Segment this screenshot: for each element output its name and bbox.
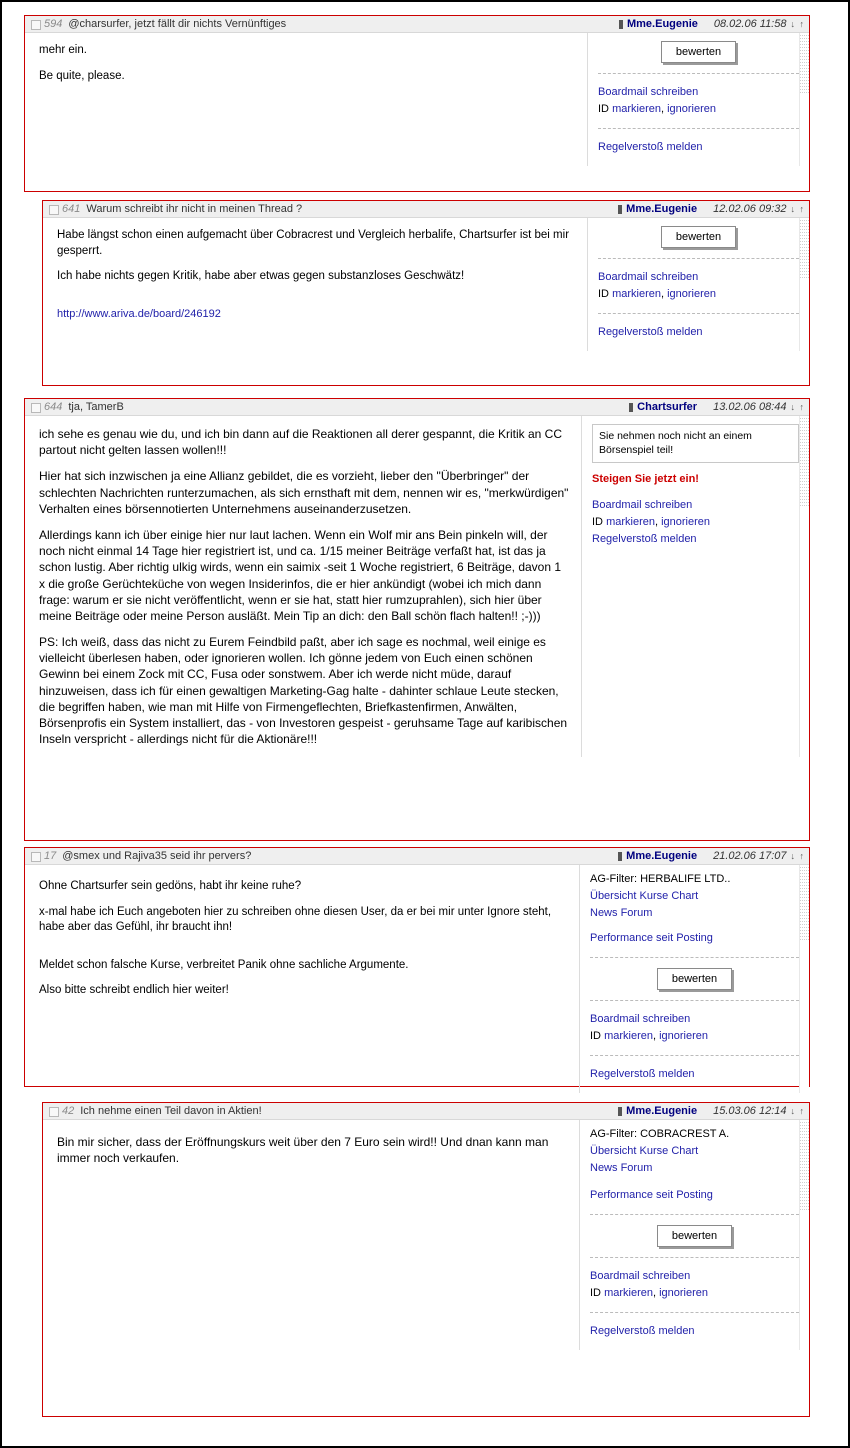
- ignore-link[interactable]: ignorieren: [661, 516, 711, 529]
- divider: [598, 73, 799, 74]
- post-paragraph: Hier hat sich inzwischen ja eine Allianz gebildet, die es vorzieht, lieber den "Überbringer" der schlechten Nachrichten runterzumachen, als sich ernsthaft mit dem, nennen wir es, "merkwürdigen" Verhalten eines börsennotierten Unternehmens auseinanderzusetzen.: [39, 469, 569, 516]
- post-header-left: [47, 1105, 618, 1117]
- chart-link[interactable]: Chart: [671, 1144, 699, 1157]
- quicklinks-row-1: [590, 1143, 799, 1160]
- promo-box: [592, 424, 799, 463]
- post-text: [25, 33, 587, 166]
- post-number: 644: [44, 401, 63, 413]
- ignore-link[interactable]: ignorieren: [659, 1286, 709, 1299]
- id-separator: ,: [660, 288, 668, 301]
- post-number: 641: [62, 203, 81, 215]
- post-header-right: [618, 203, 805, 215]
- post-header-left: [29, 850, 618, 862]
- id-label: ID: [598, 288, 609, 301]
- divider: [598, 128, 799, 129]
- id-separator: ,: [654, 516, 662, 529]
- report-link[interactable]: Regelverstoß melden: [590, 1067, 695, 1080]
- mark-link[interactable]: markieren: [606, 516, 655, 529]
- id-label: ID: [598, 103, 609, 116]
- post-icon: [29, 19, 41, 30]
- post-header-right: [629, 401, 805, 413]
- divider: [598, 313, 799, 314]
- post-author[interactable]: Chartsurfer: [637, 401, 698, 413]
- post-644: [24, 398, 810, 841]
- post-sidebar: [579, 1120, 809, 1350]
- post-icon: [29, 402, 41, 413]
- boardmail-link[interactable]: Boardmail schreiben: [598, 86, 699, 98]
- post-date: 13.02.06 08:44: [713, 401, 787, 413]
- mark-link[interactable]: markieren: [604, 1029, 653, 1042]
- post-sidebar: [587, 33, 809, 166]
- report-link[interactable]: Regelverstoß melden: [598, 141, 703, 154]
- boardmail-link[interactable]: Boardmail schreiben: [590, 1012, 691, 1025]
- chart-link[interactable]: Chart: [671, 889, 699, 902]
- post-number: 594: [44, 18, 63, 30]
- post-17: [24, 847, 810, 1087]
- post-body: [25, 865, 809, 1093]
- divider: [598, 258, 799, 259]
- user-mark-icon: [629, 403, 633, 412]
- forum-link[interactable]: Forum: [620, 906, 653, 919]
- post-text: [25, 865, 579, 1093]
- post-body: [43, 218, 809, 351]
- user-mark-icon: [619, 20, 623, 29]
- post-nav-arrows-icon[interactable]: ↓ ↑: [790, 204, 805, 214]
- post-text: [43, 218, 587, 351]
- ignore-link[interactable]: ignorieren: [659, 1029, 709, 1042]
- news-link[interactable]: News: [590, 906, 618, 919]
- post-number: 42: [62, 1105, 75, 1117]
- post-author[interactable]: Mme.Eugenie: [626, 1105, 698, 1117]
- id-separator: ,: [652, 1286, 660, 1299]
- post-text: [25, 416, 581, 757]
- post-date: 08.02.06 11:58: [713, 18, 787, 30]
- post-paragraph: PS: Ich weiß, dass das nicht zu Eurem Feindbild paßt, aber ich sage es nochmal, weil einige es vielleicht überlesen haben, oder ignorieren wollen. Ich gönne jedem von Euch einen schönen Gewinn bei einem Zock mit CC, Fusa oder sonstwem. Aber ich werde nicht müde, darauf hinzuweisen, dass ich für einen gewaltigen Marketing-Gag halte - dahinter schlaue Leute stecken, die begriffen haben, wie man mit Hilfe von Firmengeflechten, Briefkastenfirmen, Anwälten, Börsenprofis ein System installiert, das - von Investoren gespeist - geruhsame Tage auf karibischen Inseln verspricht - allerdings nicht für die Aktionäre!!!: [39, 635, 568, 747]
- post-paragraph: ich sehe es genau wie du, und ich bin dann auf die Reaktionen all derer gespannt, die Kritik an CC partout nicht gelten lassen wollen!!!: [39, 427, 563, 458]
- post-header: [25, 848, 809, 865]
- post-nav-arrows-icon[interactable]: ↓ ↑: [790, 19, 805, 29]
- post-nav-arrows-icon[interactable]: ↓ ↑: [790, 402, 805, 412]
- news-link[interactable]: News: [590, 1161, 618, 1174]
- post-header: [43, 201, 809, 218]
- divider: [590, 1214, 799, 1215]
- post-body: [25, 416, 809, 757]
- rate-button[interactable]: bewerten: [657, 968, 732, 990]
- quicklinks-row-2: [590, 905, 799, 922]
- post-header-left: [29, 18, 619, 30]
- id-label: ID: [592, 516, 603, 529]
- id-actions: [590, 1028, 799, 1045]
- boardmail-link[interactable]: Boardmail schreiben: [590, 1269, 691, 1282]
- mark-link[interactable]: markieren: [612, 103, 661, 116]
- scroll-strip[interactable]: [799, 416, 809, 757]
- report-link[interactable]: Regelverstoß melden: [592, 533, 697, 546]
- post-number: 17: [44, 850, 57, 862]
- post-paragraph: Meldet schon falsche Kurse, verbreitet Panik ohne sachliche Argumente.: [39, 958, 409, 971]
- post-paragraph: Be quite, please.: [39, 69, 125, 82]
- post-url-link[interactable]: http://www.ariva.de/board/246192: [57, 307, 221, 320]
- post-header: [25, 16, 809, 33]
- performance-link[interactable]: Performance seit Posting: [590, 931, 713, 944]
- post-header: [25, 399, 809, 416]
- post-body: [43, 1120, 809, 1350]
- post-sidebar: [579, 865, 809, 1093]
- divider: [590, 1000, 799, 1001]
- post-paragraph: x-mal habe ich Euch angeboten hier zu schreiben ohne diesen User, da er bei mir unter Ignore steht, habe aber das Gefühl, ihr braucht ihn!: [39, 905, 552, 934]
- rate-button[interactable]: bewerten: [657, 1225, 732, 1247]
- uebersicht-link[interactable]: Übersicht: [590, 889, 637, 902]
- post-header-right: [618, 1105, 805, 1117]
- report-link[interactable]: Regelverstoß melden: [590, 1324, 695, 1337]
- quicklinks-row-2: [590, 1160, 799, 1177]
- post-paragraph: Bin mir sicher, dass der Eröffnungskurs weit über den 7 Euro sein wird!! Und dnan kann man immer noch verkaufen.: [57, 1135, 549, 1166]
- forum-link[interactable]: Forum: [620, 1161, 653, 1174]
- divider: [590, 1312, 799, 1313]
- post-date: 15.03.06 12:14: [713, 1105, 787, 1117]
- post-body: [25, 33, 809, 166]
- post-paragraph: Ich habe nichts gegen Kritik, habe aber etwas gegen substanzloses Geschwätz!: [57, 270, 465, 283]
- id-separator: ,: [652, 1029, 660, 1042]
- post-author[interactable]: Mme.Eugenie: [626, 18, 698, 30]
- kurse-link[interactable]: Kurse: [639, 1144, 669, 1157]
- promo-text: Sie nehmen noch nicht an einem Börsenspiel teil!: [599, 430, 752, 456]
- mark-link[interactable]: markieren: [612, 288, 661, 301]
- user-mark-icon: [618, 1107, 622, 1116]
- kurse-link[interactable]: Kurse: [639, 889, 669, 902]
- mark-link[interactable]: markieren: [604, 1286, 653, 1299]
- divider: [590, 1257, 799, 1258]
- post-date: 12.02.06 09:32: [713, 203, 787, 215]
- scroll-strip[interactable]: [799, 865, 809, 1093]
- post-641: [42, 200, 810, 386]
- post-sidebar: [587, 218, 809, 351]
- post-subject: tja, TamerB: [68, 401, 124, 413]
- post-paragraph: Ohne Chartsurfer sein gedöns, habt ihr keine ruhe?: [39, 880, 302, 892]
- id-actions: [598, 101, 799, 118]
- post-text: [43, 1120, 579, 1350]
- post-header: [43, 1103, 809, 1120]
- post-icon: [47, 1106, 59, 1117]
- performance-link[interactable]: Performance seit Posting: [590, 1188, 713, 1201]
- report-link[interactable]: Regelverstoß melden: [598, 326, 703, 339]
- id-actions: [590, 1285, 799, 1302]
- post-sidebar: [581, 416, 809, 757]
- post-42: [42, 1102, 810, 1417]
- ignore-link[interactable]: ignorieren: [667, 288, 717, 301]
- rate-button[interactable]: bewerten: [661, 41, 736, 63]
- divider: [590, 957, 799, 958]
- uebersicht-link[interactable]: Übersicht: [590, 1144, 637, 1157]
- quicklinks-row-1: [590, 888, 799, 905]
- post-icon: [47, 204, 59, 215]
- post-paragraph: Allerdings kann ich über einige hier nur laut lachen. Wenn ein Wolf mir ans Bein pinkeln will, der noch nicht einmal 14 Tage hier registriert ist, und ca. 1/15 meiner Beiträge verfaßt hat, ist das ja schon lustig. Aber richtig ulkig wirds, wenn ein saimix -seit 1 Woche registriert, 6 Beiträge, davon 1 x die große Gerüchteküche von wegen Insiderinfos, die er hier ankündigt (wobei ich mich dann frage: warum er sie nicht veröffentlicht, wenn er sie hat, statt hier rumzuprahlen), sich hier über meine Beiträge oder meine Person ausläßt. Mein Tip an dich: den Ball schön flach halten!! ;-))): [39, 527, 562, 623]
- ag-filter-label: AG-Filter: HERBALIFE LTD..: [590, 873, 731, 885]
- post-header-right: [619, 18, 805, 30]
- post-paragraph: Habe längst schon einen aufgemacht über Cobracrest und Vergleich herbalife, Chartsurfer ist bei mir gesperrt.: [57, 229, 570, 257]
- id-label: ID: [590, 1286, 601, 1299]
- post-paragraph: mehr ein.: [39, 44, 87, 56]
- post-author[interactable]: Mme.Eugenie: [626, 850, 698, 862]
- post-594: [24, 15, 810, 192]
- ag-filter-label: AG-Filter: COBRACREST A.: [590, 1128, 730, 1140]
- id-actions: [592, 514, 799, 531]
- boardmail-link[interactable]: Boardmail schreiben: [592, 499, 693, 512]
- user-mark-icon: [618, 205, 622, 214]
- scroll-strip[interactable]: [799, 218, 809, 351]
- scroll-strip[interactable]: [799, 33, 809, 166]
- post-author[interactable]: Mme.Eugenie: [626, 203, 698, 215]
- post-header-left: [29, 401, 629, 413]
- id-label: ID: [590, 1029, 601, 1042]
- post-subject: Ich nehme einen Teil davon in Aktien!: [80, 1105, 262, 1117]
- post-subject: @smex und Rajiva35 seid ihr pervers?: [62, 850, 252, 862]
- post-nav-arrows-icon[interactable]: ↓ ↑: [790, 1106, 805, 1116]
- scroll-strip[interactable]: [799, 1120, 809, 1350]
- divider: [590, 1055, 799, 1056]
- ignore-link[interactable]: ignorieren: [667, 103, 717, 116]
- post-nav-arrows-icon[interactable]: ↓ ↑: [790, 851, 805, 861]
- id-separator: ,: [660, 103, 668, 116]
- rate-button[interactable]: bewerten: [661, 226, 736, 248]
- id-actions: [598, 286, 799, 303]
- user-mark-icon: [618, 852, 622, 861]
- post-header-right: [618, 850, 805, 862]
- post-subject: @charsurfer, jetzt fällt dir nichts Vernünftiges: [68, 18, 287, 30]
- post-paragraph: Also bitte schreibt endlich hier weiter!: [39, 984, 229, 997]
- boardmail-link[interactable]: Boardmail schreiben: [598, 271, 699, 283]
- post-subject: Warum schreibt ihr nicht in meinen Thread ?: [86, 203, 303, 215]
- post-header-left: [47, 203, 618, 215]
- promo-cta-link[interactable]: Steigen Sie jetzt ein!: [592, 473, 699, 486]
- post-icon: [29, 851, 41, 862]
- post-date: 21.02.06 17:07: [713, 850, 787, 862]
